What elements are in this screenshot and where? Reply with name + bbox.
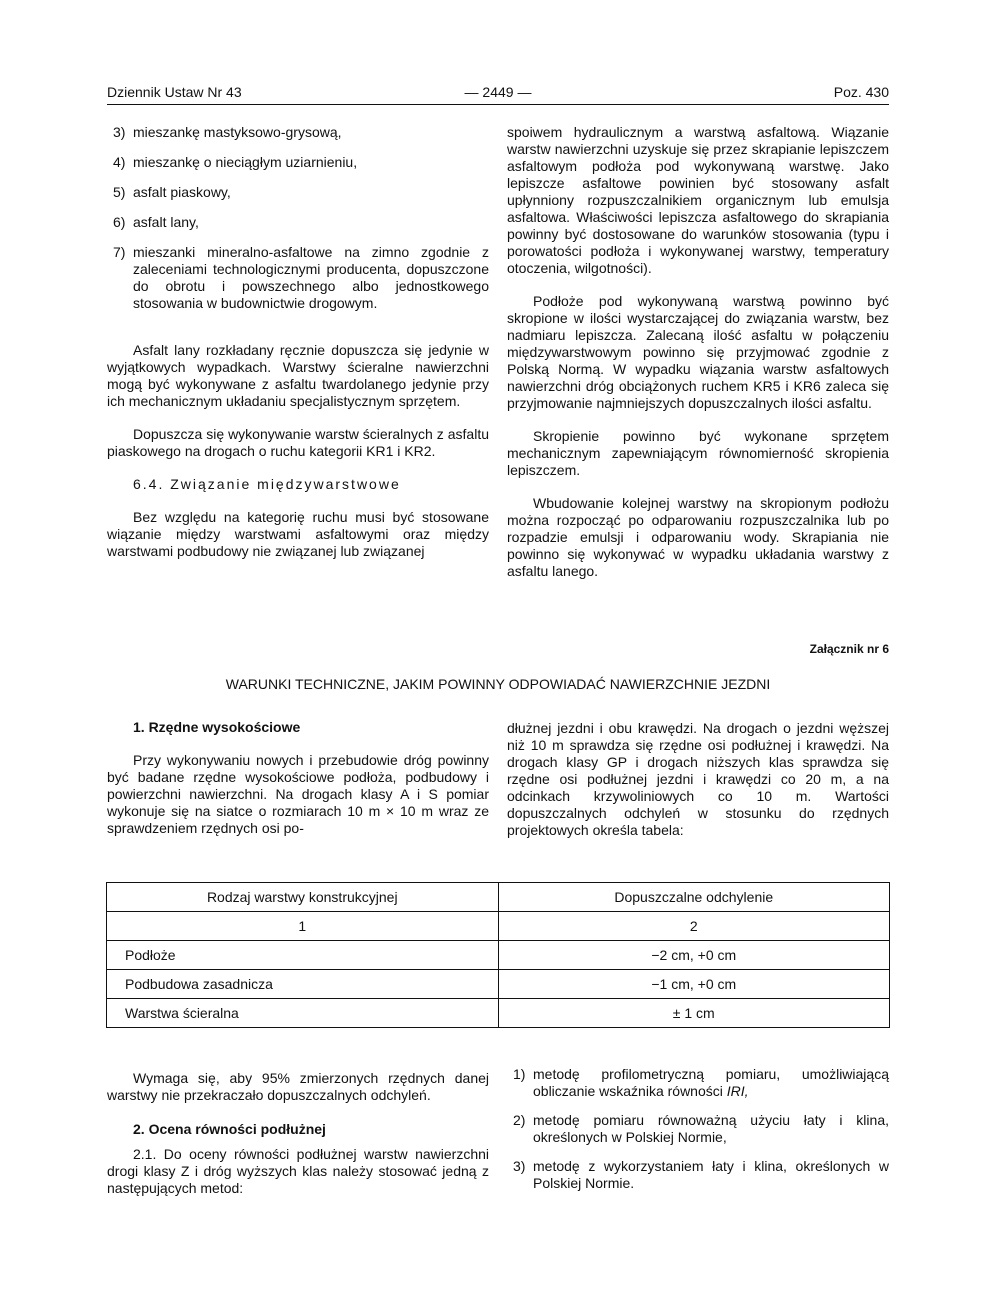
col1-top-paras [107, 342, 489, 560]
list-item: 1) metodę profilometryczną pomiaru, umożliwiającą obliczanie wskaźnika równości IRI, [513, 1066, 889, 1099]
section-heading: 6.4. Związanie międzywarstwowe [133, 476, 401, 492]
table-row [107, 999, 890, 1028]
col2-bottom [513, 1066, 889, 1192]
table-header-cell: Dopuszczalne odchylenie [498, 883, 890, 912]
col1-bottom [107, 1070, 489, 1197]
list-item: 6) asfalt lany, [113, 214, 199, 230]
deviation-table [106, 882, 890, 1028]
table-row [107, 970, 890, 999]
list-item: 3) mieszankę mastyksowo-grysową, [113, 124, 342, 140]
list-item: 3) metodę z wykorzystaniem łaty i klina, określonych w Polskiej Normie. [513, 1158, 889, 1191]
table-cell: Warstwa ścieralna [107, 999, 499, 1028]
table-header-row [107, 883, 890, 912]
paragraph: 2.1. Do oceny równości podłużnej warstw nawierzchni drogi klasy Z i dróg wyższych klas należy stosować jedną z następujących metod: [107, 1146, 489, 1196]
paragraph: Wbudowanie kolejnej warstwy na skropionym podłożu można rozpocząć po odparowaniu rozpuszczalnika lub po rozpadzie emulsji i odparowaniu wody. Skrapiania nie powinno się wykonywać w wypadku układania warstwy z asfaltu lanego. [507, 495, 889, 579]
position-number: Poz. 430 [833, 84, 889, 100]
table-cell: Podłoże [107, 941, 499, 970]
paragraph: dłużnej jezdni i obu krawędzi. Na drogach o jezdni węższej niż 10 m sprawdza się rzędne osi podłużnej i krawędzi. Na drogach klasy GP i drogach niższych klas sprawdza się rzędne osi podłużnej jezdni i krawędzi co 20 m, a na odcinkach krzywoliniowych co 10 m. Wartości dopuszczalnych odchyleń w stosunku do rzędnych projektowych określa tabela: [507, 720, 889, 838]
table-row [107, 941, 890, 970]
paragraph: Bez względu na kategorię ruchu musi być stosowane wiązanie między warstwami asfaltowymi oraz między warstwami podbudowy nie związanej lub związanej [107, 509, 489, 559]
table-cell: Podbudowa zasadnicza [107, 970, 499, 999]
paragraph: Wymaga się, aby 95% zmierzonych rzędnych danej warstwy nie przekraczało dopuszczalnych odchyleń. [107, 1070, 489, 1103]
table-header-cell: Rodzaj warstwy konstrukcyjnej [107, 883, 499, 912]
table-cell: 1 [107, 912, 499, 941]
annex-label: Załącznik nr 6 [809, 642, 889, 656]
page-header [107, 84, 889, 104]
col1-mid [107, 719, 489, 837]
table-cell: −1 cm, +0 cm [498, 970, 890, 999]
header-rule [107, 104, 889, 105]
page-number: — 2449 — [464, 84, 532, 100]
table-cell: 2 [498, 912, 890, 941]
col2-mid [507, 720, 889, 839]
paragraph: Asfalt lany rozkładany ręcznie dopuszcza się jedynie w wyjątkowych wypadkach. Warstwy ścieralne nawierzchni mogą być wykonywane z asfaltu twardolanego jedynie przy ich mechanicznym układaniu specjalistycznym sprzętem. [107, 342, 489, 409]
list-item: 7) mieszanki mineralno-asfaltowe na zimno zgodnie z zaleceniami technologicznymi producenta, dopuszczone do obrotu i powszechnego albo jednostkowego stosowania w budownictwie drogowym. [113, 244, 489, 311]
paragraph: spoiwem hydraulicznym a warstwą asfaltową. Wiązanie warstw nawierzchni uzyskuje się przez skrapianie lepiszczem asfaltowym podłoża pod wykonywaną warstwę. Jako lepiszcze asfaltowe powinien być stosowany asfalt upłynniony rozpuszczalnikiem organicznym lub emulsja asfaltowa. Właściwości lepiszcza asfaltowego do skrapiania powinny być dostosowane do warunków stosowania (typu i porowatości podłoża i wykonywanej warstwy, temperatury otoczenia, wilgotności). [507, 124, 889, 276]
journal-name: Dziennik Ustaw Nr 43 [107, 84, 242, 100]
annex-title: WARUNKI TECHNICZNE, JAKIM POWINNY ODPOWIADAĆ NAWIERZCHNIE JEZDNI [225, 676, 771, 692]
table-cell: −2 cm, +0 cm [498, 941, 890, 970]
paragraph: Dopuszcza się wykonywanie warstw ścieralnych z asfaltu piaskowego na drogach o ruchu kategorii KR1 i KR2. [107, 426, 489, 459]
paragraph: Skropienie powinno być wykonane sprzętem mechanicznym zapewniającym równomierność skropienia lepiszczem. [507, 428, 889, 478]
list-item: 5) asfalt piaskowy, [113, 184, 231, 200]
list-item: 2) metodę pomiaru równoważną użyciu łaty i klina, określonych w Polskiej Normie, [513, 1112, 889, 1145]
section-heading: 1. Rzędne wysokościowe [133, 719, 301, 735]
table-row [107, 912, 890, 941]
table-cell: ± 1 cm [498, 999, 890, 1028]
list-item: 4) mieszankę o nieciągłym uziarnieniu, [113, 154, 358, 170]
section-heading: 2. Ocena równości podłużnej [133, 1121, 326, 1137]
col1-top [113, 124, 489, 329]
col2-top [507, 124, 889, 580]
paragraph: Podłoże pod wykonywaną warstwą powinno być skropione w ilości wystarczającej do związania warstw, bez nadmiaru lepiszcza. Zalecaną ilość asfaltu w połączeniu międzywarstwowym powinno się przyjmować zgodnie z Polską Normą. W wypadku wiązania warstw asfaltowych nawierzchni dróg obciążonych ruchem KR5 i KR6 zaleca się przyjmowanie najmniejszych dopuszczalnych ilości asfaltu. [507, 293, 889, 411]
paragraph: Przy wykonywaniu nowych i przebudowie dróg powinny być badane rzędne wysokościowe podłoża, podbudowy i powierzchni nawierzchni. Na drogach klasy A i S pomiar wykonuje się na siatce o rozmiarach 10 m × 10 m wraz ze sprawdzeniem rzędnych osi po- [107, 752, 489, 836]
